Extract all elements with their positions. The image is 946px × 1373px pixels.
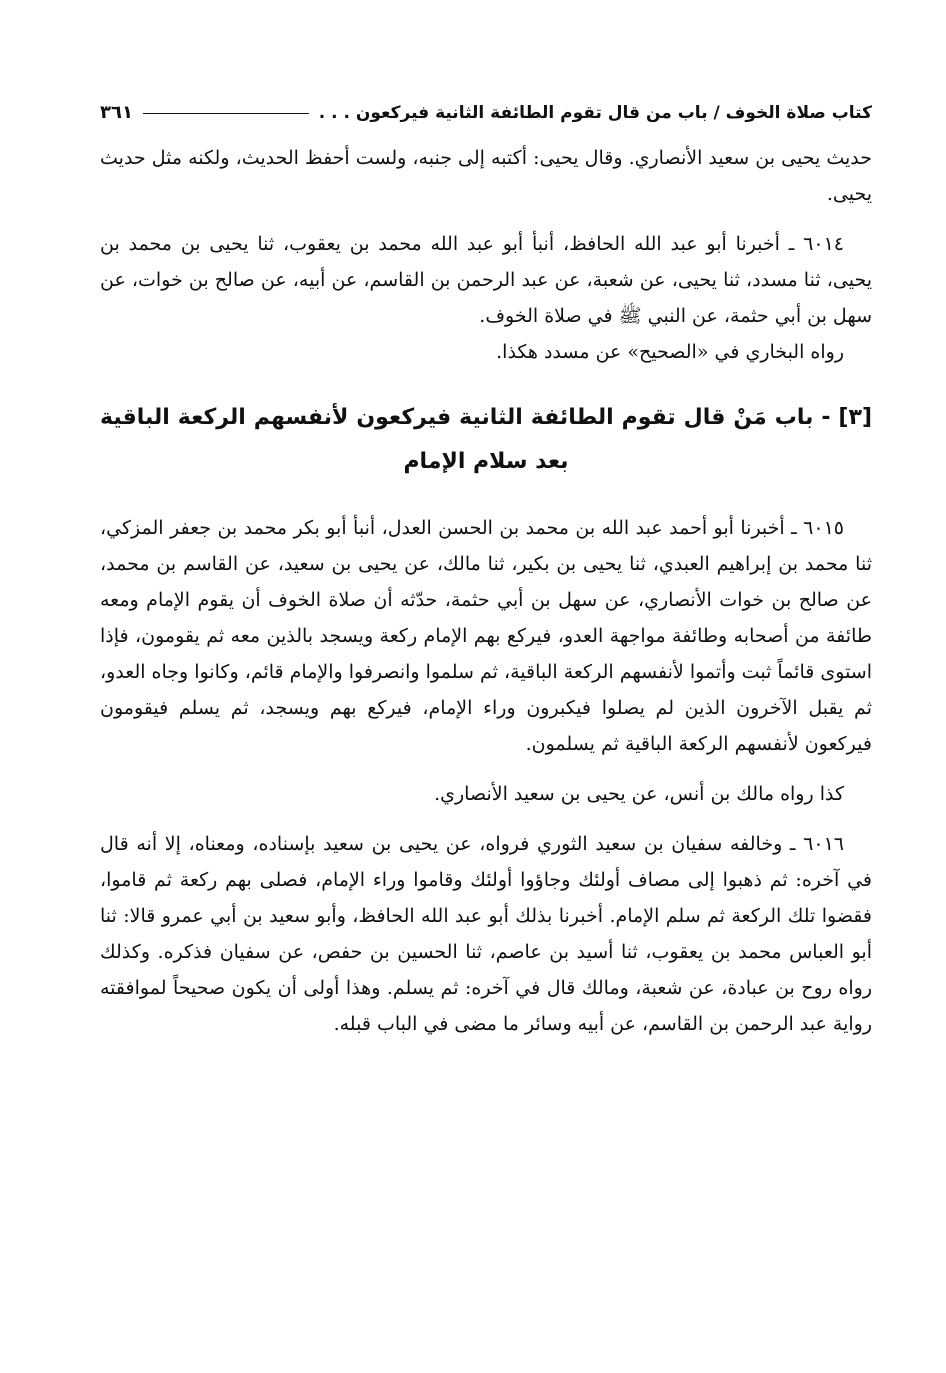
book-page [100, 96, 872, 1042]
chapter-heading: [٣] - باب مَنْ قال تقوم الطائفة الثانية فيركعون لأنفسهم الركعة الباقية بعد سلام الإمام [100, 405, 872, 474]
riwaya-malik: كذا رواه مالك بن أنس، عن يحيى بن سعيد الأنصاري. [434, 783, 844, 805]
hadith-6014: ٦٠١٤ ـ أخبرنا أبو عبد الله الحافظ، أنبأ أبو عبد الله محمد بن يعقوب، ثنا يحيى بن محمد بن يحيى، ثنا مسدد، ثنا يحيى، عن شعبة، عن عبد الرحمن بن القاسم، عن أبيه، عن صالح بن خوات، عن سهل بن أبي حثمة، عن النبي ﷺ في صلاة الخوف. [100, 233, 872, 327]
spacer [100, 484, 872, 510]
spacer [100, 812, 872, 826]
spacer [100, 212, 872, 226]
header-title: كتاب صلاة الخوف / باب من قال تقوم الطائفة الثانية فيركعون . . . [318, 103, 872, 123]
takhrij-bukhari: رواه البخاري في «الصحيح» عن مسدد هكذا. [496, 341, 844, 363]
paragraph-continuation: حديث يحيى بن سعيد الأنصاري. وقال يحيى: أكتبه إلى جنبه، ولست أحفظ الحديث، ولكنه مثل حديث يحيى. [100, 147, 872, 205]
running-header [100, 96, 872, 130]
spacer [100, 370, 872, 396]
spacer [100, 762, 872, 776]
hadith-6015: ٦٠١٥ ـ أخبرنا أبو أحمد عبد الله بن محمد بن الحسن العدل، أنبأ أبو بكر محمد بن جعفر المزكي، ثنا محمد بن إبراهيم العبدي، ثنا يحيى بن بكير، ثنا مالك، عن يحيى بن سعيد، عن القاسم بن محمد، عن صالح بن خوات الأنصاري، عن سهل بن أبي حثمة، حدّثه أن صلاة الخوف أن يقوم الإمام ومعه طائفة من أصحابه وطائفة مواجهة العدو، فيركع بهم الإمام ركعة ويسجد بالذين معه ثم يقومون، فإذا استوى قائماً ثبت وأتموا لأنفسهم الركعة الباقية، ثم سلموا وانصرفوا والإمام قائم، وكانوا وجاه العدو، ثم يقبل الآخرون الذين لم يصلوا فيكبرون وراء الإمام، فيركع بهم ويسجد، ثم يسلم فيقومون فيركعون لأنفسهم الركعة الباقية ثم يسلمون. [100, 517, 872, 755]
header-rule [143, 113, 309, 114]
hadith-6016: ٦٠١٦ ـ وخالفه سفيان بن سعيد الثوري فرواه، عن يحيى بن سعيد بإسناده، ومعناه، إلا أنه قال في آخره: ثم ذهبوا إلى مصاف أولئك وجاؤوا أولئك وقاموا وراء الإمام، فصلى بهم ركعة ثم قاموا، فقضوا تلك الركعة ثم سلم الإمام. أخبرنا بذلك أبو عبد الله الحافظ، وأبو سعيد بن أبي عمرو قالا: ثنا أبو العباس محمد بن يعقوب، ثنا أسيد بن عاصم، ثنا الحسين بن حفص، عن سفيان فذكره. وكذلك رواه روح بن عبادة، عن شعبة، ومالك قال في آخره: ثم يسلم. وهذا أولى أن يكون صحيحاً لموافقته رواية عبد الرحمن بن القاسم، عن أبيه وسائر ما مضى في الباب قبله. [100, 833, 872, 1035]
page-number: ٣٦١ [100, 102, 133, 123]
